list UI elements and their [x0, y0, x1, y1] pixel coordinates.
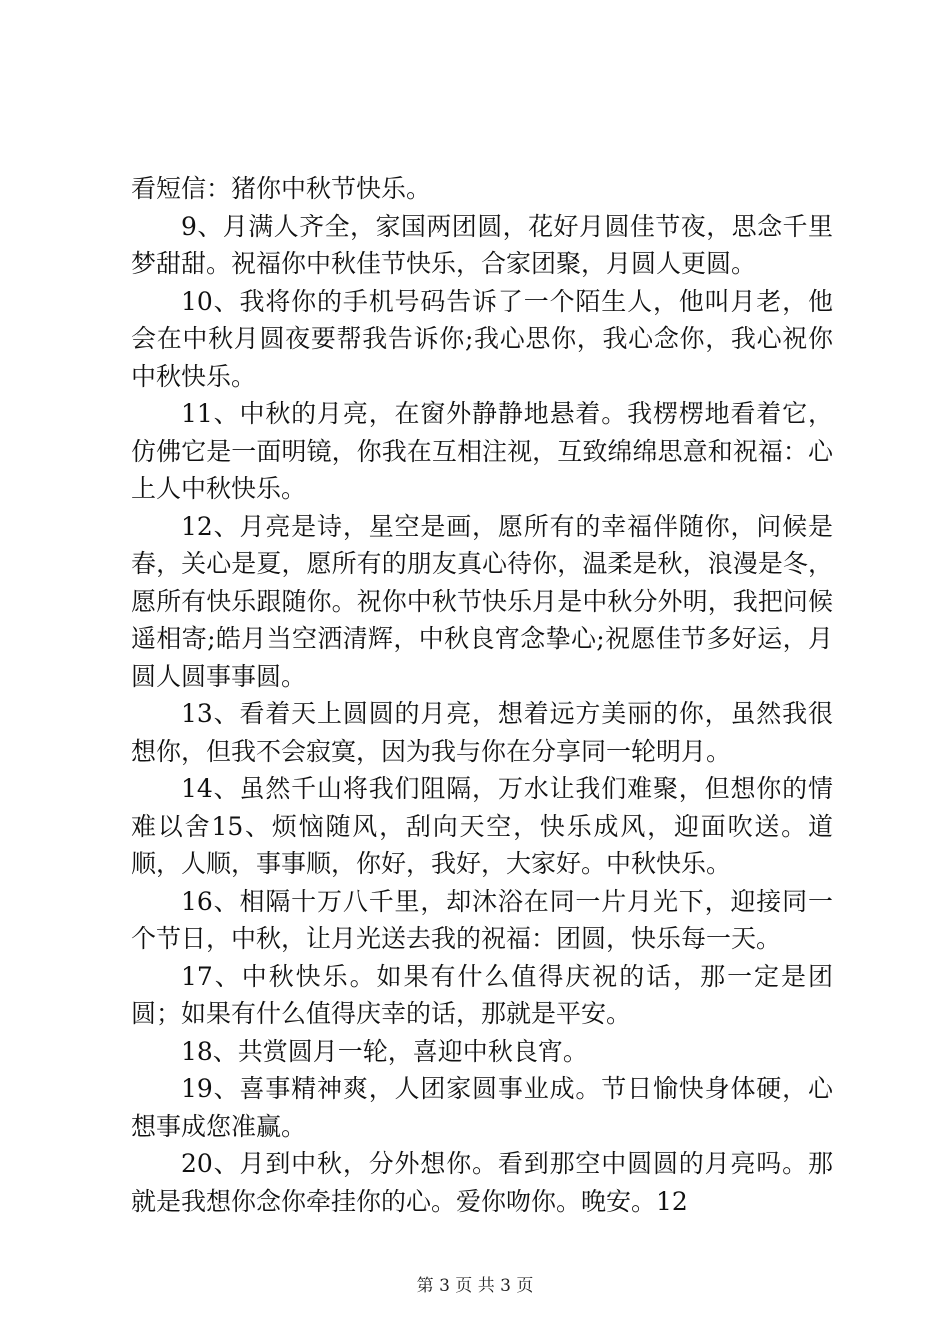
- document-body: [131, 170, 833, 1220]
- paragraph: 9、月满人齐全，家国两团圆，花好月圆佳节夜，思念千里梦甜甜。祝福你中秋佳节快乐，合家团聚，月圆人更圆。: [131, 211, 833, 278]
- paragraph: 16、相隔十万八千里，却沐浴在同一片月光下，迎接同一个节日，中秋，让月光送去我的祝福：团圆，快乐每一天。: [131, 886, 833, 953]
- paragraph: 12、月亮是诗，星空是画，愿所有的幸福伴随你，问候是春，关心是夏，愿所有的朋友真心待你，温柔是秋，浪漫是冬，愿所有快乐跟随你。祝你中秋节快乐月是中秋分外明，我把问候遥相寄;皓月当空洒清辉，中秋良宵念挚心;祝愿佳节多好运，月圆人圆事事圆。: [131, 511, 833, 691]
- paragraph: 13、看着天上圆圆的月亮，想着远方美丽的你，虽然我很想你，但我不会寂寞，因为我与你在分享同一轮明月。: [131, 699, 833, 766]
- paragraph: 17、中秋快乐。如果有什么值得庆祝的话，那一定是团圆；如果有什么值得庆幸的话，那就是平安。: [131, 961, 833, 1028]
- paragraph: 20、月到中秋，分外想你。看到那空中圆圆的月亮吗。那就是我想你念你牵挂你的心。爱你吻你。晚安。12: [131, 1149, 833, 1216]
- page-footer: 第 3 页 共 3 页: [416, 1276, 534, 1296]
- paragraph: 看短信：猪你中秋节快乐。: [131, 174, 432, 203]
- paragraph: 18、共赏圆月一轮，喜迎中秋良宵。: [181, 1036, 588, 1066]
- paragraph: 10、我将你的手机号码告诉了一个陌生人，他叫月老，他会在中秋月圆夜要帮我告诉你;我心思你，我心念你，我心祝你中秋快乐。: [131, 286, 833, 391]
- paragraph: 19、喜事精神爽，人团家圆事业成。节日愉快身体硬，心想事成您准赢。: [131, 1074, 833, 1141]
- paragraph: 11、中秋的月亮，在窗外静静地悬着。我楞楞地看着它，仿佛它是一面明镜，你我在互相注视，互致绵绵思意和祝福：心上人中秋快乐。: [131, 399, 833, 503]
- paragraph: 14、虽然千山将我们阻隔，万水让我们难聚，但想你的情难以舍15、烦恼随风，刮向天空，快乐成风，迎面吹送。道顺，人顺，事事顺，你好，我好，大家好。中秋快乐。: [131, 774, 833, 878]
